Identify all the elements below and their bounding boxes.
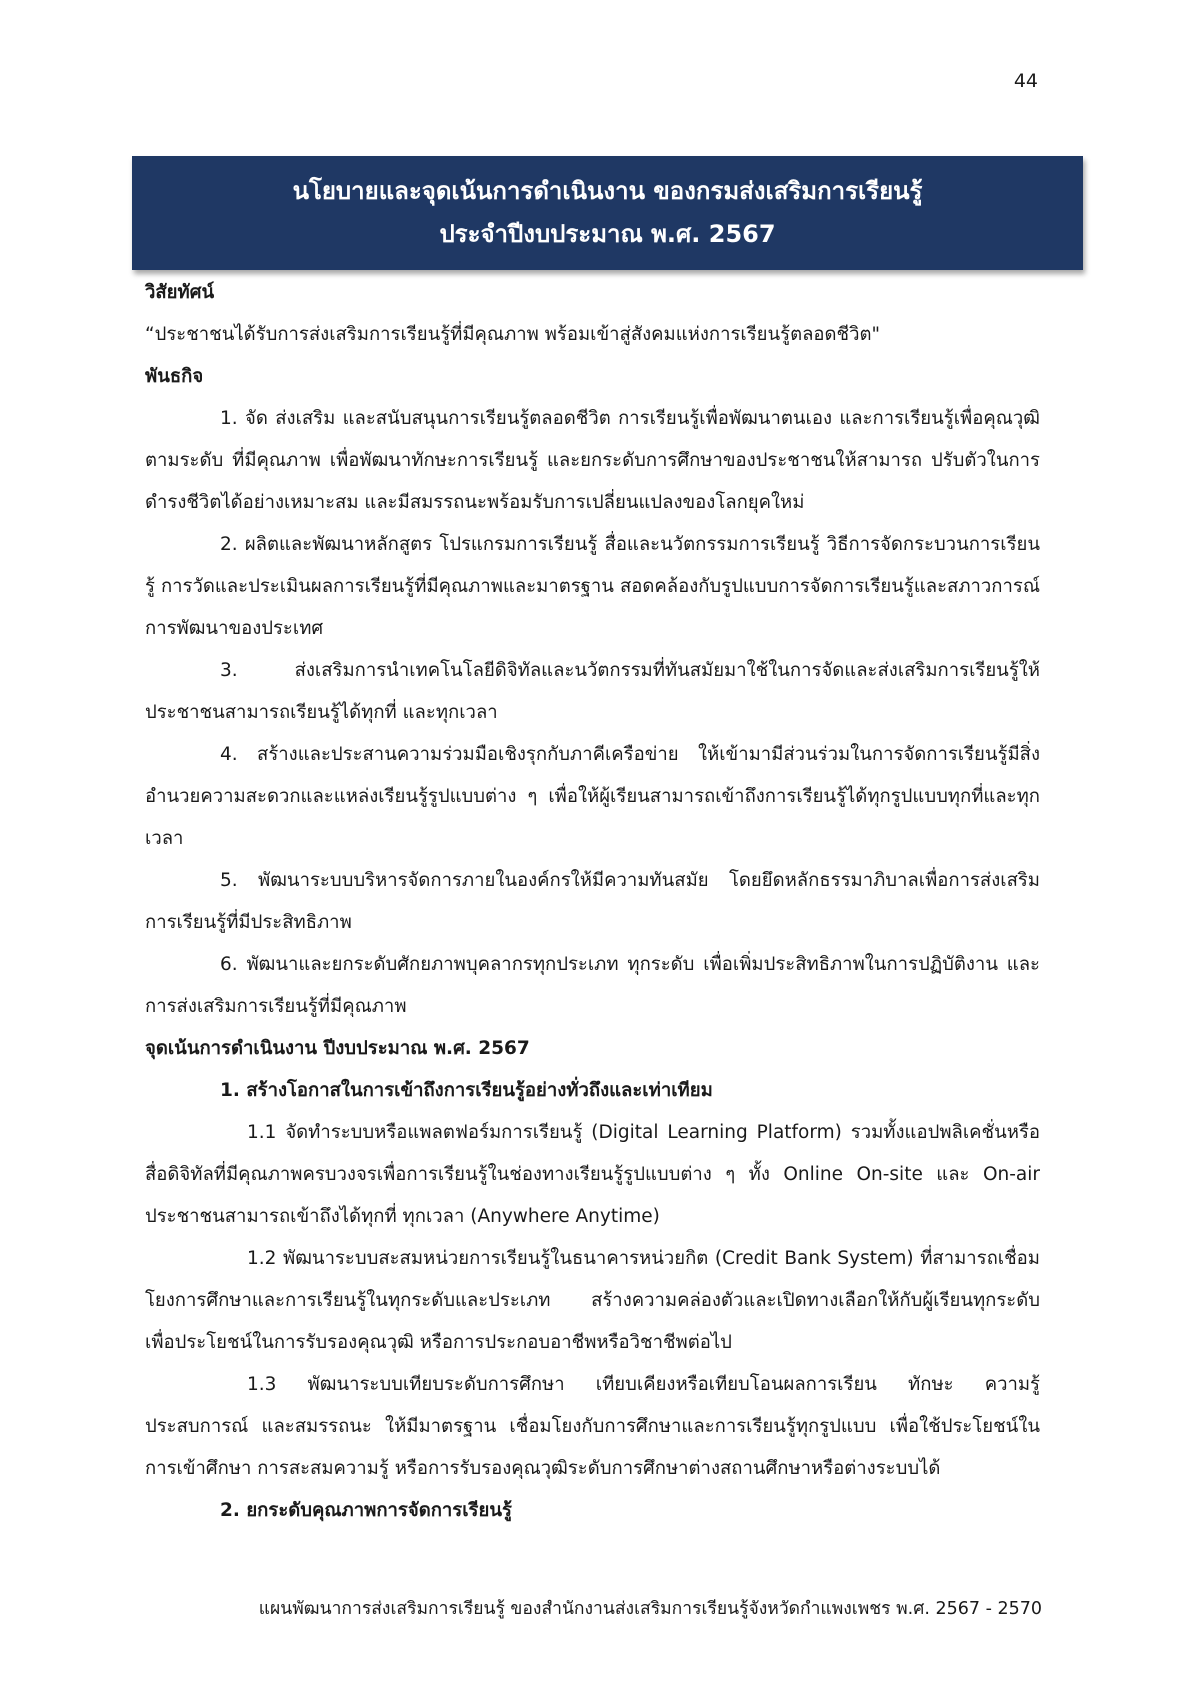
mission-item-3: 3. ส่งเสริมการนำเทคโนโลยีดิจิทัลและนวัตกรรมที่ทันสมัยมาใช้ในการจัดและส่งเสริมการเรียนรู้ให้ประชาชนสามารถเรียนรู้ได้ทุกที่ และทุกเวลา xyxy=(145,660,1040,723)
focus-heading: จุดเน้นการดำเนินงาน ปีงบประมาณ พ.ศ. 2567 xyxy=(145,1038,530,1059)
title-line-2: ประจำปีงบประมาณ พ.ศ. 2567 xyxy=(439,220,776,248)
page-footer: แผนพัฒนาการส่งเสริมการเรียนรู้ ของสำนักงานส่งเสริมการเรียนรู้จังหวัดกำแพงเพชร พ.ศ. 2567 - 2570 xyxy=(258,1599,1042,1619)
focus-section-2-heading: 2. ยกระดับคุณภาพการจัดการเรียนรู้ xyxy=(220,1500,512,1521)
focus-section-1-heading: 1. สร้างโอกาสในการเข้าถึงการเรียนรู้อย่างทั่วถึงและเท่าเทียม xyxy=(220,1080,713,1101)
mission-item-1: 1. จัด ส่งเสริม และสนับสนุนการเรียนรู้ตลอดชีวิต การเรียนรู้เพื่อพัฒนาตนเอง และการเรียนรู้เพื่อคุณวุฒิตามระดับ ที่มีคุณภาพ เพื่อพัฒนาทักษะการเรียนรู้ และยกระดับการศึกษาของประชาชนให้สามารถ ปรับตัวในการดำรงชีวิตได้อย่างเหมาะสม และมีสมรรถนะพร้อมรับการเปลี่ยนแปลงของโลกยุคใหม่ xyxy=(145,408,1040,513)
mission-item-6: 6. พัฒนาและยกระดับศักยภาพบุคลากรทุกประเภท ทุกระดับ เพื่อเพิ่มประสิทธิภาพในการปฏิบัติงาน และการส่งเสริมการเรียนรู้ที่มีคุณภาพ xyxy=(145,954,1040,1017)
mission-item-5: 5. พัฒนาระบบบริหารจัดการภายในองค์กรให้มีความทันสมัย โดยยึดหลักธรรมาภิบาลเพื่อการส่งเสริมการเรียนรู้ที่มีประสิทธิภาพ xyxy=(145,870,1040,933)
focus-item-1-3: 1.3 พัฒนาระบบเทียบระดับการศึกษา เทียบเคียงหรือเทียบโอนผลการเรียน ทักษะ ความรู้ประสบการณ์ และสมรรถนะ ให้มีมาตรฐาน เชื่อมโยงกับการศึกษาและการเรียนรู้ทุกรูปแบบ เพื่อใช้ประโยชน์ในการเข้าศึกษา การสะสมความรู้ หรือการรับรองคุณวุฒิระดับการศึกษาต่างสถานศึกษาหรือต่างระบบได้ xyxy=(145,1374,1040,1479)
focus-item-1-2: 1.2 พัฒนาระบบสะสมหน่วยการเรียนรู้ในธนาคารหน่วยกิต (Credit Bank System) ที่สามารถเชื่อมโยงการศึกษาและการเรียนรู้ในทุกระดับและประเภท สร้างความคล่องตัวและเปิดทางเลือกให้กับผู้เรียนทุกระดับ เพื่อประโยชน์ในการรับรองคุณวุฒิ หรือการประกอบอาชีพหรือวิชาชีพต่อไป xyxy=(145,1248,1040,1353)
title-line-1: นโยบายและจุดเน้นการดำเนินงาน ของกรมส่งเสริมการเรียนรู้ xyxy=(292,177,923,205)
page-number: 44 xyxy=(1013,70,1038,92)
document-body xyxy=(145,272,1040,1532)
mission-item-2: 2. ผลิตและพัฒนาหลักสูตร โปรแกรมการเรียนรู้ สื่อและนวัตกรรมการเรียนรู้ วิธีการจัดกระบวนการเรียนรู้ การวัดและประเมินผลการเรียนรู้ที่มีคุณภาพและมาตรฐาน สอดคล้องกับรูปแบบการจัดการเรียนรู้และสภาวการณ์การพัฒนาของประเทศ xyxy=(145,534,1040,639)
vision-heading: วิสัยทัศน์ xyxy=(145,282,215,303)
mission-heading: พันธกิจ xyxy=(145,366,204,387)
focus-item-1-1: 1.1 จัดทำระบบหรือแพลตฟอร์มการเรียนรู้ (Digital Learning Platform) รวมทั้งแอปพลิเคชั่นหรือสื่อดิจิทัลที่มีคุณภาพครบวงจรเพื่อการเรียนรู้ในช่องทางเรียนรู้รูปแบบต่าง ๆ ทั้ง Online On-site และ On-air ประชาชนสามารถเข้าถึงได้ทุกที่ ทุกเวลา (Anywhere Anytime) xyxy=(145,1122,1040,1227)
vision-text: “ประชาชนได้รับการส่งเสริมการเรียนรู้ที่มีคุณภาพ พร้อมเข้าสู่สังคมแห่งการเรียนรู้ตลอดชีวิต" xyxy=(145,324,881,345)
title-banner xyxy=(132,156,1083,270)
mission-item-4: 4. สร้างและประสานความร่วมมือเชิงรุกกับภาคีเครือข่าย ให้เข้ามามีส่วนร่วมในการจัดการเรียนรู้มีสิ่งอำนวยความสะดวกและแหล่งเรียนรู้รูปแบบต่าง ๆ เพื่อให้ผู้เรียนสามารถเข้าถึงการเรียนรู้ได้ทุกรูปแบบทุกที่และทุกเวลา xyxy=(145,744,1040,849)
